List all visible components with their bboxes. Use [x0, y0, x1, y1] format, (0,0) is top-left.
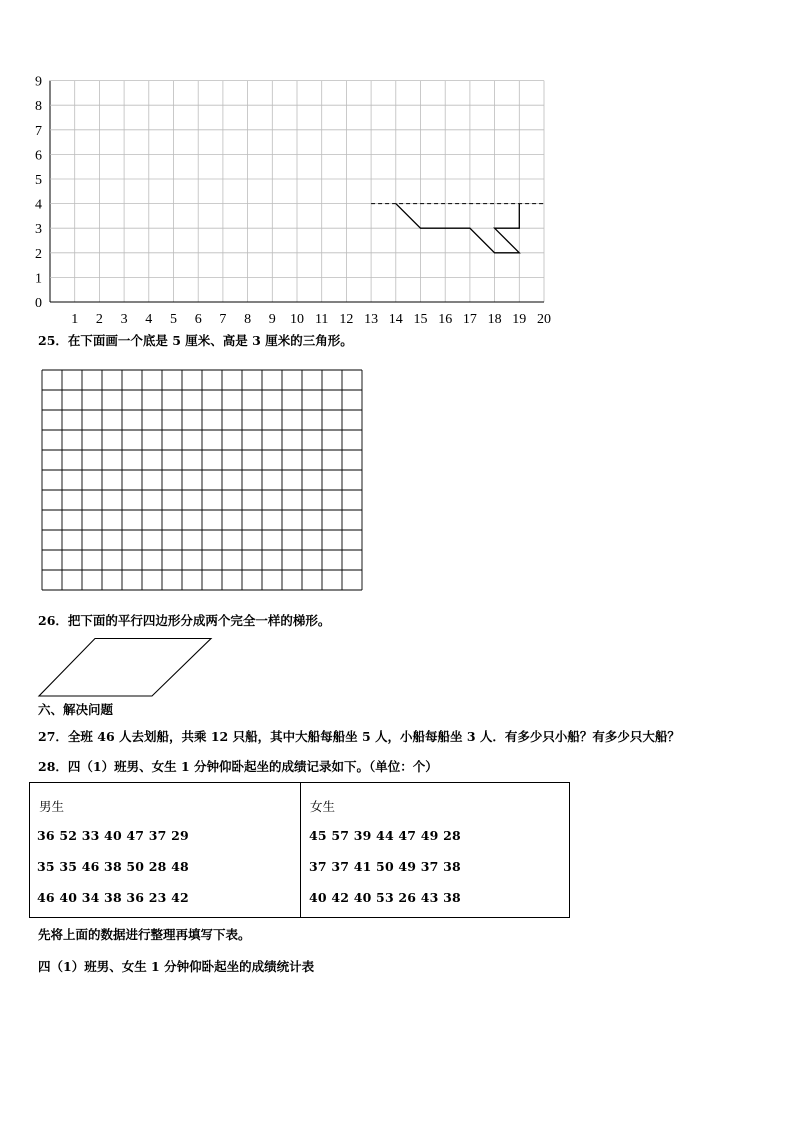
girls-row-1: 45 57 39 44 47 49 28	[309, 828, 461, 843]
y-tick-label: 8	[35, 99, 42, 115]
x-tick-label: 3	[120, 312, 128, 327]
x-tick-label: 19	[512, 312, 527, 327]
boys-row-3: 46 40 34 38 36 23 42	[37, 890, 189, 905]
x-tick-label: 10	[290, 312, 304, 327]
x-tick-label: 9	[268, 312, 276, 327]
x-tick-label: 18	[487, 312, 502, 327]
drawing-grid-lines	[42, 370, 362, 590]
question-number: 28．	[38, 759, 68, 774]
y-tick-label: 6	[35, 148, 42, 164]
y-tick-label: 4	[35, 197, 42, 213]
grid-lines	[50, 81, 544, 302]
x-tick-label: 13	[364, 312, 379, 327]
x-tick-label: 7	[219, 312, 227, 327]
question-text: 四（1）班男、女生 1 分钟仰卧起坐的成绩记录如下。（单位：个）	[67, 759, 438, 774]
x-tick-label: 17	[462, 312, 477, 327]
question-text: 全班 46 人去划船，共乘 12 只船，其中大船每船坐 5 人，小船每船坐 3 人．有多少只小船？有多少只大船？	[67, 729, 680, 744]
question-number: 27．	[38, 729, 68, 744]
y-tick-label: 7	[35, 123, 42, 139]
y-tick-label: 9	[35, 74, 42, 90]
table-caption	[38, 959, 314, 975]
drawing-grid	[41, 369, 363, 591]
y-tick-label: 3	[35, 222, 42, 238]
boys-row-2: 35 35 46 38 50 28 48	[37, 859, 189, 874]
table-divider	[300, 783, 301, 917]
x-tick-label: 5	[170, 312, 177, 327]
y-tick-label: 5	[35, 173, 42, 188]
x-tick-label: 1	[71, 312, 79, 327]
instruction-text: 先将上面的数据进行整理再填写下表。	[38, 927, 251, 942]
x-tick-label: 2	[95, 312, 103, 327]
x-tick-label: 20	[537, 312, 551, 327]
question-28	[38, 759, 438, 775]
y-tick-label: 0	[35, 296, 42, 311]
table-title: 四（1）班男、女生 1 分钟仰卧起坐的成绩统计表	[38, 959, 315, 974]
boys-row-1: 36 52 33 40 47 37 29	[37, 828, 189, 843]
x-tick-label: 15	[413, 312, 428, 327]
x-tick-label: 6	[194, 312, 202, 327]
question-26	[38, 613, 330, 629]
question-text: 把下面的平行四边形分成两个完全一样的梯形。	[67, 613, 331, 628]
x-tick-label: 12	[339, 312, 354, 327]
question-text: 在下面画一个底是 5 厘米、高是 3 厘米的三角形。	[67, 333, 353, 348]
x-tick-label: 14	[388, 312, 403, 327]
parallelogram-shape	[39, 639, 211, 697]
y-tick-label: 1	[35, 271, 42, 287]
question-number: 26．	[38, 613, 68, 628]
girls-row-2: 37 37 41 50 49 37 38	[309, 859, 461, 874]
section-6-title: 六、解决问题	[38, 702, 114, 717]
x-tick-label: 8	[244, 312, 252, 327]
x-tick-label: 11	[314, 312, 329, 327]
question-number: 25．	[38, 333, 68, 348]
y-axis-labels	[35, 75, 42, 311]
x-axis-labels	[71, 312, 551, 327]
y-tick-label: 2	[35, 246, 42, 262]
x-tick-label: 16	[438, 312, 453, 327]
coordinate-grid	[0, 70, 794, 330]
record-table	[29, 782, 570, 918]
x-tick-label: 4	[145, 312, 153, 327]
girls-row-3: 40 42 40 53 26 43 38	[309, 890, 461, 905]
instruction	[38, 927, 251, 943]
question-27	[38, 729, 680, 745]
section-title	[38, 702, 113, 718]
boys-title: 男生	[39, 799, 65, 814]
question-25	[38, 333, 353, 349]
parallelogram	[36, 636, 216, 700]
girls-title: 女生	[310, 799, 336, 814]
